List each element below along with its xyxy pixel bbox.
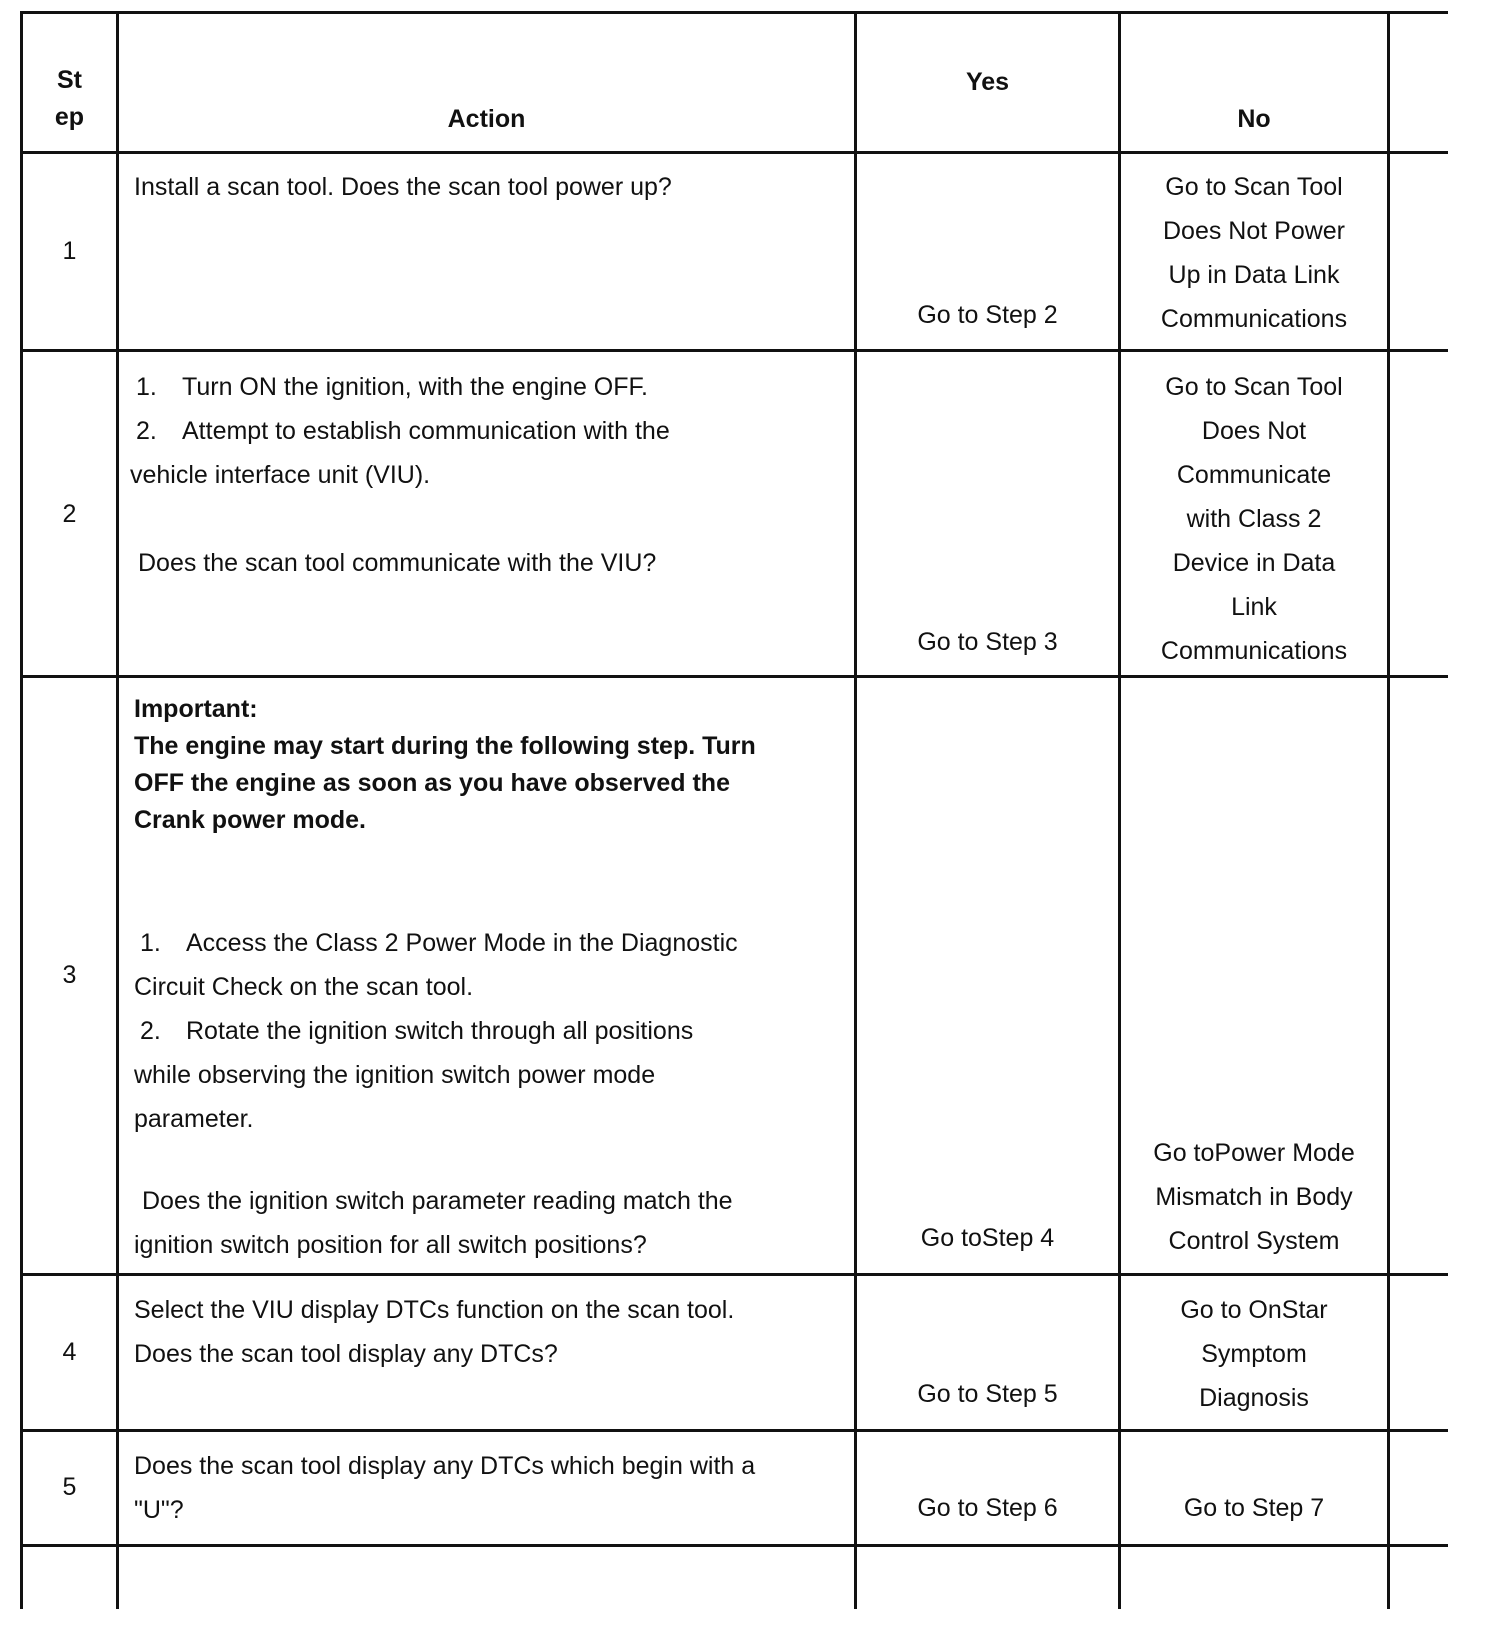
numbered-item (130, 365, 850, 409)
action-text (134, 1444, 849, 1532)
no-line: Device in Data (1172, 549, 1336, 577)
no-text: Go to Step 7 (1183, 1494, 1325, 1522)
no-text (1121, 1288, 1387, 1420)
no-line: Does Not (1201, 417, 1307, 445)
item-continuation: Circuit Check on the scan tool. (134, 973, 474, 1001)
item-number: 1. (140, 929, 161, 957)
item-number: 2. (140, 1017, 161, 1045)
row-divider (20, 151, 1448, 154)
important-label: Important: (134, 695, 258, 723)
important-text: OFF the engine as soon as you have observed the (134, 769, 730, 797)
action-line: Does the scan tool display any DTCs which begin with a (134, 1452, 756, 1480)
no-line: Link (1231, 593, 1277, 621)
no-line: Communicate (1176, 461, 1332, 489)
header-no: No (1237, 105, 1271, 133)
header-step (23, 62, 116, 136)
important-block (134, 691, 849, 839)
action-text (130, 365, 850, 585)
question-text: Does the scan tool communicate with the VIU? (138, 549, 657, 577)
action-line: "U"? (134, 1496, 184, 1524)
no-line: Communications (1160, 305, 1348, 333)
action-line: Select the VIU display DTCs function on the scan tool. (134, 1296, 735, 1324)
no-text (1121, 1131, 1387, 1263)
numbered-item (134, 1009, 849, 1053)
row-divider (20, 1429, 1448, 1432)
question-text: ignition switch position for all switch positions? (134, 1231, 647, 1259)
important-text: The engine may start during the following step. Turn (134, 732, 756, 760)
item-text: Access the Class 2 Power Mode in the Diagnostic (186, 929, 738, 957)
diagnostic-table (20, 11, 1448, 1609)
item-continuation: parameter. (134, 1105, 254, 1133)
table-border-top (20, 11, 1448, 14)
question-text: Does the ignition switch parameter reading match the (142, 1187, 733, 1215)
item-text: Rotate the ignition switch through all positions (186, 1017, 694, 1045)
table-border-right (1387, 11, 1390, 1609)
header-step-line1: St (57, 66, 82, 94)
no-line: Up in Data Link (1168, 261, 1340, 289)
numbered-item (130, 409, 850, 453)
step-number: 3 (62, 961, 77, 989)
action-text (134, 1288, 849, 1376)
no-line: Go to Scan Tool (1165, 173, 1343, 201)
action-text: Install a scan tool. Does the scan tool power up? (134, 173, 672, 201)
step-number: 1 (62, 237, 77, 265)
action-text (134, 921, 849, 1267)
item-continuation: vehicle interface unit (VIU). (130, 461, 431, 489)
row-divider (20, 349, 1448, 352)
no-line: Mismatch in Body (1155, 1183, 1353, 1211)
no-line: Communications (1160, 637, 1348, 665)
table-border-bottom (20, 1544, 1448, 1547)
no-line: Control System (1168, 1227, 1340, 1255)
yes-text: Go to Step 5 (917, 1380, 1058, 1408)
no-line: Go toPower Mode (1153, 1139, 1355, 1167)
item-text: Turn ON the ignition, with the engine OFF. (182, 373, 648, 401)
no-line: Does Not Power (1162, 217, 1346, 245)
header-action: Action (447, 105, 526, 133)
step-number: 5 (62, 1473, 77, 1501)
yes-text: Go to Step 3 (917, 628, 1058, 656)
item-text: Attempt to establish communication with the (182, 417, 670, 445)
row-divider (20, 675, 1448, 678)
item-continuation: while observing the ignition switch power mode (134, 1061, 656, 1089)
no-line: Diagnosis (1199, 1384, 1309, 1412)
no-line: with Class 2 (1186, 505, 1322, 533)
item-number: 1. (136, 373, 157, 401)
no-line: Symptom (1201, 1340, 1307, 1368)
numbered-item (134, 921, 849, 965)
no-line: Go to Scan Tool (1165, 373, 1343, 401)
yes-text: Go to Step 6 (917, 1494, 1058, 1522)
header-yes: Yes (965, 68, 1010, 96)
yes-text: Go toStep 4 (920, 1224, 1055, 1252)
header-step-line2: ep (54, 103, 85, 131)
no-line: Go to OnStar (1180, 1296, 1328, 1324)
row-divider (20, 1273, 1448, 1276)
column-divider (854, 11, 857, 1609)
important-text: Crank power mode. (134, 806, 366, 834)
step-number: 4 (62, 1338, 77, 1366)
column-divider (116, 11, 119, 1609)
no-text (1121, 165, 1387, 341)
action-line: Does the scan tool display any DTCs? (134, 1340, 558, 1368)
step-number: 2 (62, 500, 77, 528)
yes-text: Go to Step 2 (917, 301, 1058, 329)
item-number: 2. (136, 417, 157, 445)
no-text (1121, 365, 1387, 673)
